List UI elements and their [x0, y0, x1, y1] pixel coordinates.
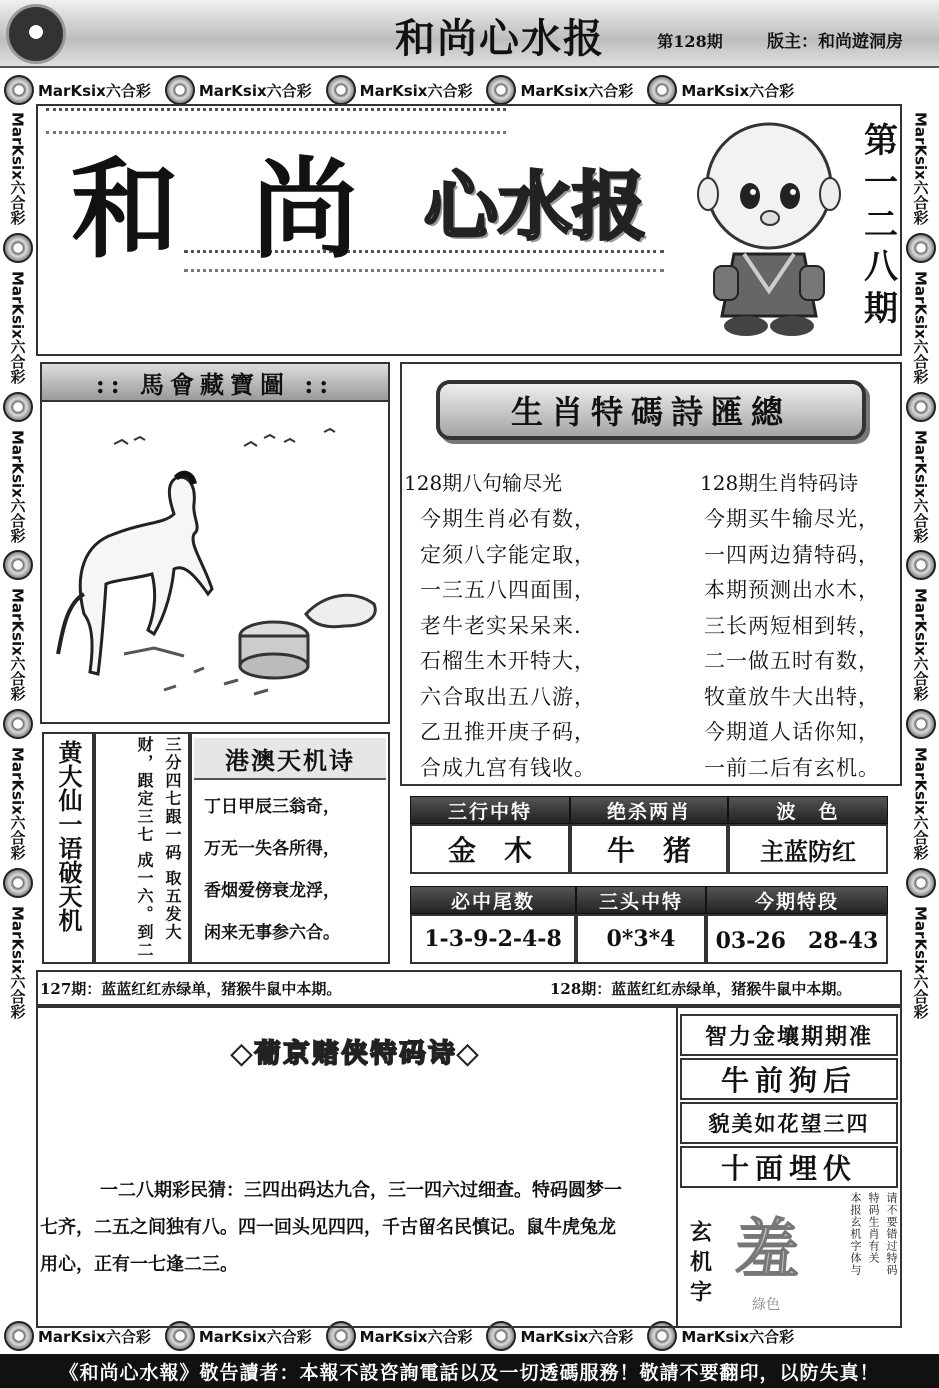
watermark-text: MarKsix六合彩 [38, 1327, 151, 1346]
header-editor: 版主：和尚遊洞房 [767, 31, 903, 52]
note-line: 特码生肖有关 [867, 1192, 880, 1264]
riddle-line: 用心，正有一七逢二三。 [40, 1254, 238, 1275]
monk-mascot-icon [694, 116, 844, 340]
grid-value: 1-3-9-2-4-8 [410, 914, 576, 964]
grid-head-row [410, 796, 888, 824]
grid-head: 今期特段 [706, 886, 888, 914]
masthead-subtitle: 心水报 [424, 164, 646, 250]
poem-left [404, 466, 636, 780]
watermark-text: MarKsix六合彩 [8, 906, 27, 1019]
watermark-text: MarKsix六合彩 [681, 81, 795, 100]
watermark-text: MarKsix六合彩 [8, 429, 27, 543]
watermark-text: MarKsix六合彩 [38, 81, 151, 100]
flower-icon [3, 709, 33, 739]
right-col-row-4: 十面埋伏 [680, 1146, 898, 1188]
history-127: 127期：蓝蓝红红赤绿单，猪猴牛鼠中本期。 [40, 980, 342, 998]
xuanji-char: 羞 [735, 1212, 799, 1287]
watermark-text: MarKsix六合彩 [198, 1327, 312, 1346]
watermark-text: MarKsix六合彩 [520, 1327, 634, 1346]
poem-line: 丁日甲辰三翁奇， [204, 797, 340, 817]
poem-line: 香烟爱傍衰龙浮， [204, 881, 340, 901]
watermark-text: MarKsix六合彩 [911, 906, 930, 1019]
right-col-row-2: 牛前狗后 [680, 1058, 898, 1100]
right-col-row-1: 智力金壤期期准 [680, 1014, 898, 1056]
grid-head: 三行中特 [410, 796, 570, 824]
poem-line: 乙丑推开庚子码， [420, 720, 596, 744]
clue-text: 三分四七跟一码 取五发大财，跟定三七 成一六。到二 [135, 736, 182, 960]
grid-head: 波 色 [728, 796, 888, 824]
poem-line: 二一做五时有数， [704, 649, 880, 673]
riddle-line: 一二八期彩民猜：三四出码达九合，三一四六过细查。特码圆梦一 [100, 1180, 622, 1201]
watermark-text: MarKsix六合彩 [8, 270, 27, 384]
poem-left-title: 128期八句输尽光 [404, 471, 563, 495]
footer-notice: 《和尚心水報》敬告讀者：本報不設咨詢電話以及一切透碼服務！敬請不要翻印，以防失真！ [0, 1354, 939, 1388]
flower-icon [906, 868, 936, 898]
masthead-char-1: 和 [70, 146, 179, 273]
grid-head: 三头中特 [576, 886, 706, 914]
sage-text: 黄大仙一语破天机 [54, 740, 83, 932]
history-128: 128期：蓝蓝红红赤绿单，猪猴牛鼠中本期。 [550, 980, 852, 998]
horse-illustration-icon [44, 404, 386, 720]
riddle-body [40, 1172, 676, 1282]
watermark-text: MarKsix六合彩 [359, 1327, 473, 1346]
grid-value: 主蓝防红 [728, 824, 888, 874]
flower-icon [486, 75, 516, 105]
poem-line: 今期生肖必有数， [420, 507, 596, 531]
riddle-title: ◆葡京赌侠特码诗◆ [231, 1038, 481, 1069]
grid-value: 0*3*4 [576, 914, 706, 964]
note-line: 请不要错过特码 [885, 1192, 898, 1276]
poem-line: 今期道人话你知， [704, 720, 880, 744]
flower-icon [326, 75, 356, 105]
xuanji-label: 玄机字 [686, 1220, 713, 1310]
flower-icon [906, 709, 936, 739]
xuanji-color: 綠色 [752, 1297, 780, 1313]
grid-head-row [410, 886, 888, 914]
masthead-issue-vertical: 第一二八期 [857, 122, 898, 332]
poem-line: 石榴生木开特大， [420, 649, 596, 673]
flower-icon [3, 868, 33, 898]
watermark-text: MarKsix六合彩 [681, 1327, 795, 1346]
flower-icon [3, 550, 33, 580]
poem-right-title: 128期生肖特码诗 [700, 471, 859, 495]
flower-icon [3, 392, 33, 422]
header-title: 和尚心水报 [395, 15, 605, 62]
watermark-left-column [0, 108, 36, 1318]
masthead-char-2: 尚 [250, 146, 359, 273]
xuanji-notes [838, 1192, 898, 1320]
watermark-text: MarKsix六合彩 [911, 429, 930, 543]
watermark-text: MarKsix六合彩 [911, 270, 930, 384]
poem-line: 牧童放牛大出特， [704, 684, 880, 709]
watermark-text: MarKsix六合彩 [8, 112, 27, 225]
poem-line: 闲来无事参六合。 [204, 923, 340, 943]
prediction-grid [410, 796, 888, 964]
watermark-text: MarKsix六合彩 [198, 81, 312, 100]
flower-icon [4, 1321, 34, 1351]
flower-icon [906, 550, 936, 580]
poem-line: 六合取出五八游， [420, 684, 596, 709]
header-issue: 第128期 [657, 31, 723, 51]
hk-macau-poem-lines [196, 786, 386, 956]
watermark-text: MarKsix六合彩 [359, 81, 473, 100]
poem-line: 三长两短相到转， [704, 613, 880, 638]
grid-value: 牛 猪 [570, 824, 728, 874]
grid-value-row [410, 824, 888, 874]
poem-line: 一前二后有玄机。 [704, 755, 880, 780]
watermark-text: MarKsix六合彩 [8, 588, 27, 702]
flower-icon [906, 392, 936, 422]
grid-value-row [410, 914, 888, 964]
flower-icon [647, 75, 677, 105]
poem-line: 一四两边猜特码， [704, 542, 880, 567]
watermark-right-column [903, 108, 939, 1318]
poem-line: 合成九宫有钱收。 [420, 755, 596, 780]
right-col-row-3: 貌美如花望三四 [680, 1102, 898, 1144]
bauhinia-flower-icon [20, 16, 52, 48]
grid-value: 03-26 28-43 [706, 914, 888, 964]
grid-head: 绝杀两肖 [570, 796, 728, 824]
poem-line: 万无一失各所得， [204, 839, 340, 859]
watermark-text: MarKsix六合彩 [911, 112, 930, 225]
watermark-text: MarKsix六合彩 [520, 81, 634, 100]
flower-icon [4, 75, 34, 105]
flower-icon [906, 233, 936, 263]
poem-line: 一三五八四面围， [420, 578, 596, 602]
poem-line: 老牛老实呆呆来. [420, 613, 582, 638]
flower-icon [3, 233, 33, 263]
poem-line: 本期预测出水木， [704, 578, 880, 602]
poem-line: 定须八字能定取， [420, 542, 596, 567]
watermark-top-row [4, 72, 935, 108]
grid-head: 必中尾数 [410, 886, 576, 914]
watermark-text: MarKsix六合彩 [911, 588, 930, 702]
watermark-text: MarKsix六合彩 [8, 747, 27, 861]
flower-icon [165, 75, 195, 105]
poem-right [660, 466, 898, 780]
hk-macau-poem-title: 港澳天机诗 [194, 738, 386, 780]
horse-panel-title: :: 馬會藏寶圖 :: [42, 364, 388, 402]
poem-line: 今期买牛输尽光， [704, 507, 880, 531]
grid-value: 金 木 [410, 824, 570, 874]
note-line: 本报玄机字体与 [849, 1192, 862, 1276]
watermark-text: MarKsix六合彩 [911, 747, 930, 861]
zodiac-poem-title: 生肖特碼詩匯總 [436, 380, 866, 440]
riddle-line: 七齐，二五之间独有八。四一回头见四四，千古留名民慎记。鼠牛虎兔龙 [40, 1217, 616, 1238]
